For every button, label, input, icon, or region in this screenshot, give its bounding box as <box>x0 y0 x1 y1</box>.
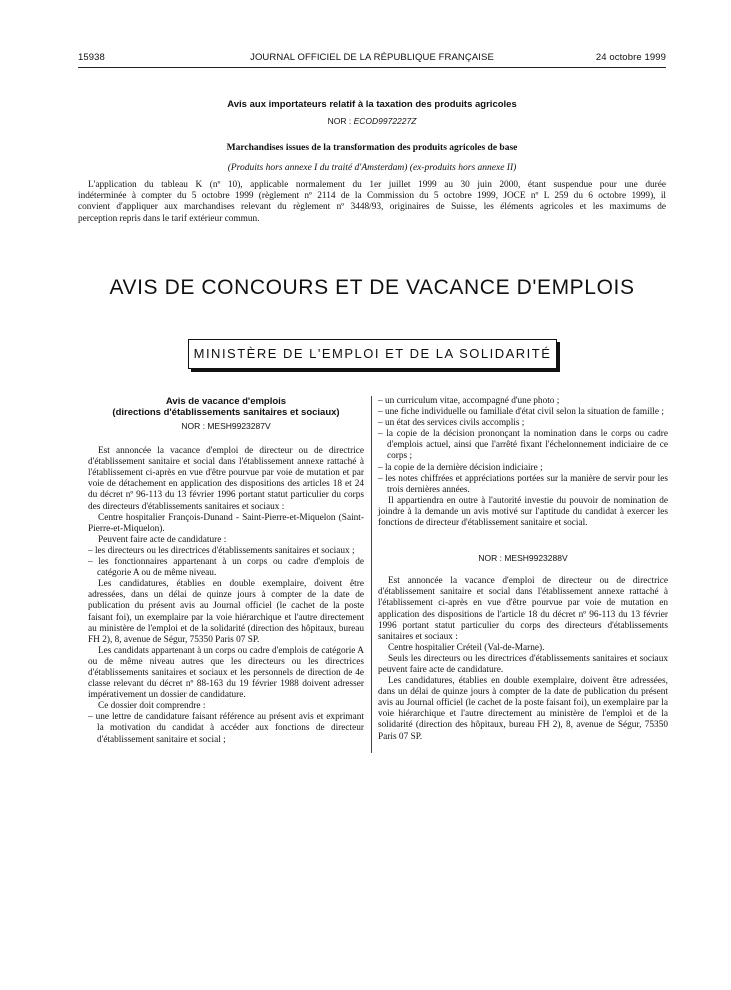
notice-paragraph: Seuls les directeurs ou les directrices d'établissements sanitaires et sociaux peuvent faire acte de candidature. <box>378 653 668 675</box>
notice-paragraph: Ce dossier doit comprendre : <box>98 701 206 712</box>
right-column <box>378 396 668 743</box>
paragraph-line: convient d'appliquer aux marchandises relevant du règlement nº 3448/93, originaires de Suisse, les éléments agricoles et les maximums de <box>78 202 666 213</box>
notice-paragraph: Est annoncée la vacance d'emploi de directeur ou de directrice d'établissement sanitaire et social dans l'établissement annexe rattaché à l'établissement ci-après en vue d'être pourvue par voie de mutation et par voie de détachement en application des dispositions des articles 18 et 24 du décret nº 96-113 du 13 février 1996 portant statut particulier du corps des directeurs d'établissements sanitaires et sociaux : <box>88 446 364 512</box>
paragraph-line: L'application du tableau K (nº 10), applicable normalement du 1er juillet 1999 au 30 juin 2000, étant suspendue pour une durée <box>88 180 666 190</box>
list-item: – la copie de la dernière décision indiciaire ; <box>378 462 543 473</box>
journal-title: JOURNAL OFFICIEL DE LA RÉPUBLIQUE FRANÇAISE <box>250 52 494 63</box>
notice-paragraph: Les candidats appartenant à un corps ou cadre d'emplois de catégorie A ou de même niveau autres que les directeurs ou les directrices d'établissements sanitaires et sociaux et les personnels de direction de 4e classe relevant du décret nº 88-163 du 19 février 1988 doivent adresser impérativement un dossier de candidature. <box>88 645 364 701</box>
notice-heading: Avis de vacance d'emplois <box>165 396 287 407</box>
importateurs-title: Avis aux importateurs relatif à la taxation des produits agricoles <box>227 99 517 110</box>
ministry-name: MINISTÈRE DE L'EMPLOI ET DE LA SOLIDARITÉ <box>193 346 552 361</box>
list-item: – la copie de la décision prononçant la nomination dans le corps ou cadre d'emplois actuel, ainsi que l'arrêté fixant l'échelonnement indiciaire de ce corps ; <box>378 429 668 462</box>
notice-nor: NOR : MESH9923288V <box>478 553 568 564</box>
importateurs-italic-line: (Produits hors annexe I du traité d'Amsterdam) (ex-produits hors annexe II) <box>227 163 517 173</box>
importateurs-paragraph <box>78 180 666 225</box>
list-item: – une fiche individuelle ou familiale d'état civil selon la situation de famille ; <box>378 407 664 418</box>
column-divider <box>371 396 372 753</box>
notice-paragraph: Les candidatures, établies en double exemplaire, doivent être adressées, dans un délai de quinze jours à compter de la date de publication du présent avis au Journal officiel (le cachet de la poste faisant foi), un exemplaire par la voie hiérarchique et l'autre directement au ministère de l'emploi et de la solidarité (direction des hôpitaux, bureau FH 2), 8, avenue de Ségur, 75350 Paris 07 SP. <box>88 579 364 645</box>
section-title: AVIS DE CONCOURS ET DE VACANCE D'EMPLOIS <box>109 276 635 299</box>
list-item: – les notes chiffrées et appréciations portées sur la manière de servir pour les trois dernières années. <box>378 473 668 495</box>
notice-paragraph: Il appartiendra en outre à l'autorité investie du pouvoir de nomination de joindre à la demande un avis motivé sur l'aptitude du candidat à exercer les fonctions de directeur d'établissement sanitaire et social. <box>378 495 668 529</box>
notice-nor: NOR : MESH9923287V <box>181 421 271 431</box>
nor-label: NOR : <box>327 116 352 126</box>
notice-paragraph: Centre hospitalier Créteil (Val-de-Marne). <box>388 642 545 653</box>
notice-subheading: (directions d'établissements sanitaires et sociaux) <box>112 407 340 418</box>
list-item: – les directeurs ou les directrices d'établissements sanitaires et sociaux ; <box>88 545 355 556</box>
notice-paragraph: Centre hospitalier François-Dunand - Saint-Pierre-et-Miquelon (Saint-Pierre-et-Miquelon). <box>88 512 364 534</box>
page-number: 15938 <box>78 52 105 63</box>
issue-date: 24 octobre 1999 <box>595 52 666 63</box>
list-item: – un curriculum vitae, accompagné d'une photo ; <box>378 396 560 406</box>
importateurs-subtitle: Marchandises issues de la transformation des produits agricoles de base <box>226 143 518 153</box>
notice-paragraph: Peuvent faire acte de candidature : <box>98 534 227 545</box>
paragraph-line: perception repris dans le tarif extérieur commun. <box>78 213 260 224</box>
left-column <box>88 396 364 746</box>
nor-code: ECOD9972227Z <box>353 116 417 126</box>
list-item: – les fonctionnaires appartenant à un corps ou cadre d'emplois de catégorie A ou de même niveau. <box>88 557 364 579</box>
ministry-box <box>188 339 557 369</box>
list-item: – une lettre de candidature faisant référence au présent avis et exprimant la motivation du candidat à accéder aux fonctions de directeur d'établissement sanitaire et social ; <box>88 712 364 745</box>
list-item: – un état des services civils accomplis ; <box>378 418 525 429</box>
page-header <box>78 52 666 66</box>
importateurs-nor <box>78 116 666 126</box>
notice-paragraph: Est annoncée la vacance d'emploi de directeur ou de directrice d'établissement sanitaire et social dans l'établissement annexe rattaché à l'établissement ci-après en vue d'être pourvue par voie de mutation en application des dispositions de l'article 18 du décret nº 96-113 du 13 février 1996 portant statut particulier du corps des directeurs d'établissements sanitaires et sociaux : <box>378 576 668 642</box>
notice-paragraph: Les candidatures, établies en double exemplaire, doivent être adressées, dans un délai de quinze jours à compter de la date de publication du présent avis au Journal officiel (le cachet de la poste faisant foi), un exemplaire par la voie hiérarchique et l'autre directement au ministère de l'emploi et de la solidarité (direction des hôpitaux, bureau FH 2), 8, avenue de Ségur, 75350 Paris 07 SP. <box>378 676 668 742</box>
header-rule <box>78 67 666 68</box>
paragraph-line: indéterminée à compter du 5 octobre 1999 (règlement nº 2114 de la Commission du 5 octobre 1999, JOCE nº L 259 du 6 octobre 1999), il <box>78 191 666 202</box>
